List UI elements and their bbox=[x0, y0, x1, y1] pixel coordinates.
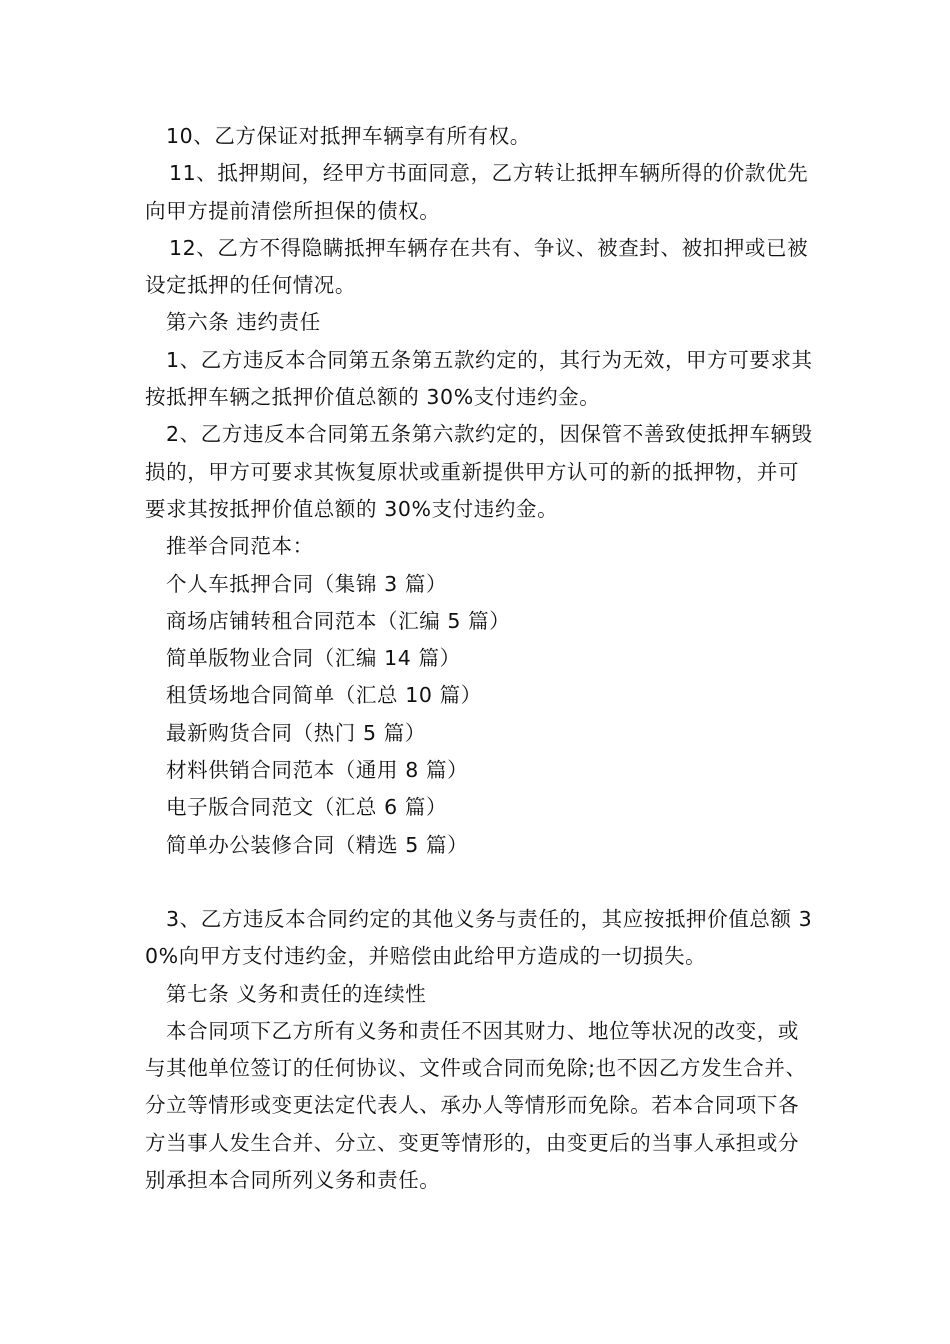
article-7-heading: 第七条 义务和责任的连续性 bbox=[166, 981, 427, 1006]
clause-10: 10、乙方保证对抵押车辆享有所有权。 bbox=[166, 124, 531, 148]
article-6-clause-3: 3、乙方违反本合同约定的其他义务与责任的，其应按抵押价值总额 30%向甲方支付违约金，并赔偿由此给甲方造成的一切损失。 bbox=[145, 906, 813, 969]
article-7-body: 本合同项下乙方所有义务和责任不因其财力、地位等状况的改变，或与其他单位签订的任何协议、文件或合同而免除;也不因乙方发生合并、分立等情形或变更法定代表人、承办人等情形而免除。若本合同项下各方当事人发生合并、分立、变更等情形的，由变更后的当事人承担或分别承担本合同所列义务和责任。 bbox=[145, 1018, 807, 1193]
recommended-template-link[interactable]: 电子版合同范文（汇总 6 篇） bbox=[166, 795, 448, 820]
recommended-template-link[interactable]: 简单版物业合同（汇编 14 篇） bbox=[166, 646, 461, 671]
recommended-template-link[interactable]: 租赁场地合同简单（汇总 10 篇） bbox=[166, 683, 482, 708]
document-body bbox=[145, 118, 815, 1199]
clause-12: 12、乙方不得隐瞒抵押车辆存在共有、争议、被查封、被扣押或已被设定抵押的任何情况。 bbox=[145, 235, 809, 298]
article-6-clause-1: 1、乙方违反本合同第五条第五款约定的，其行为无效，甲方可要求其按抵押车辆之抵押价值总额的 30%支付违约金。 bbox=[145, 347, 813, 410]
recommended-template-link[interactable]: 个人车抵押合同（集锦 3 篇） bbox=[166, 571, 448, 596]
clause-11: 11、抵押期间，经甲方书面同意，乙方转让抵押车辆所得的价款优先向甲方提前清偿所担保的债权。 bbox=[145, 161, 809, 223]
article-6-clause-2: 2、乙方违反本合同第五条第六款约定的，因保管不善致使抵押车辆毁损的，甲方可要求其恢复原状或重新提供甲方认可的新的抵押物，并可要求其按抵押价值总额的 30%支付违约金。 bbox=[145, 422, 813, 521]
recommended-template-link[interactable]: 材料供销合同范本（通用 8 篇） bbox=[166, 758, 469, 783]
recommended-templates-heading: 推举合同范本： bbox=[166, 534, 314, 559]
article-6-heading: 第六条 违约责任 bbox=[166, 310, 321, 335]
paragraph-gap bbox=[145, 864, 815, 901]
recommended-template-link[interactable]: 商场店铺转租合同范本（汇编 5 篇） bbox=[166, 608, 511, 633]
recommended-template-link[interactable]: 最新购货合同（热门 5 篇） bbox=[166, 720, 426, 745]
recommended-template-link[interactable]: 简单办公装修合同（精选 5 篇） bbox=[166, 832, 469, 857]
